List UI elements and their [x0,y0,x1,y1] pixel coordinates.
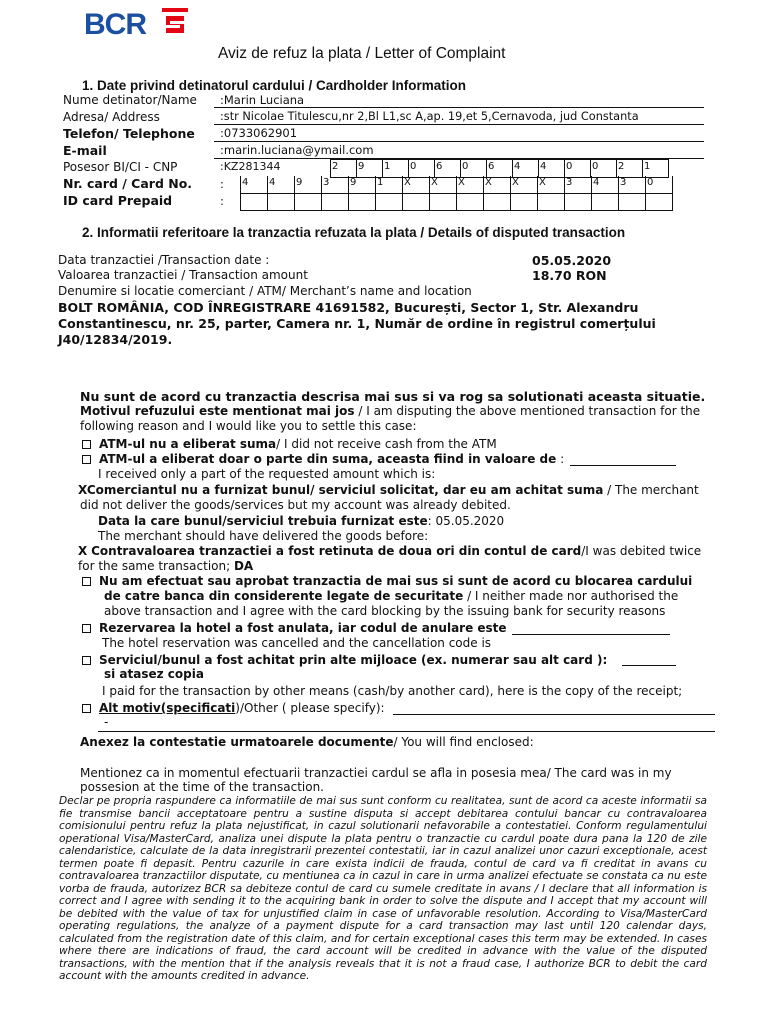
card-digit-cell: X [510,176,537,193]
option-atm-no-cash-en: / I did not receive cash from the ATM [276,437,497,451]
prepaid-digit-cell[interactable] [564,193,591,210]
phone-underline [214,141,704,142]
name-value: :Marin Luciana [220,93,305,107]
checkbox-icon[interactable] [82,624,91,633]
partial-amount-blank [570,465,676,466]
dispute-intro-line-2 [80,404,700,419]
checkbox-icon[interactable] [82,577,91,586]
bcr-logo-mark [160,6,190,40]
prepaid-digit-cell[interactable] [348,193,375,210]
declaration-paragraph: Declar pe propria raspundere ca informatiile de mai sus sunt conform cu realitatea, sunt de acord ca aceste informatii sa fie transmise bancii acceptatoare pentru a sustine disputa si accept debitarea contului bancar cu contravaloarea comisionului pentru refuz la plata nejustificat, in cazul solutionarii nefavorabile a contestatiei. Conform regulamentului operational Visa/MasterCard, analiza unei dispute la plata pentru o tranzactie cu cardul poate dura pana la 120 de zile calendaristice, calculate de la data inregistrarii prezentei contestatii, iar in cazul analizei unor cazuri exceptionale, acest termen poate fi depasit. Pentru cazurile in care exista indicii de frauda, contul de card va fi creditat in avans cu contravaloarea tranzactiilor disputate, cu mentiunea ca in cazul in care in urma analizei efectuate se constata ca nu este vorba de frauda, autorizez BCR sa debiteze contul de card cu sumele creditate in avans / I declare that all information is correct and I agree with sending it to the acquiring bank in order to solve the dispute and I accept that my account will be debited with the value of tax for unjustified claim in case of unfavorable resolution. According to Visa/MasterCard operating regulations, the analyze of a payment dispute for a card transaction may last until 120 calendar days, calculated from the registration date of this claim, and for certain exceptional cases this term may be extended. In cases where there are indications of fraud, the card account will be credited in advance with the value of the disputed transactions, with the mention that if the analysis reveals that it is not a fraud case, I authorize BCR to debit the card account with the amounts credited in advance. [59,795,707,982]
prepaid-digit-cell[interactable] [591,193,618,210]
option-debited-twice-en: /I was debited twice [581,544,702,558]
option-debited-twice-ro: Contravaloarea tranzactiei a fost retinuta de doua ori din contul de card [91,544,582,558]
option-merchant-en-line-2: did not deliver the goods/services but my account was already debited. [80,498,511,512]
prepaid-digit-cell[interactable] [294,193,321,210]
option-hotel-cancelled [82,621,507,636]
idcard-prepaid-label: ID card Prepaid [63,193,173,208]
cnp-digit-cell: 9 [356,160,382,177]
option-hotel-ro: Rezervarea la hotel a fost anulata, iar codul de anulare este [99,621,507,635]
prepaid-digit-cell[interactable] [537,193,564,210]
checkbox-icon[interactable] [82,440,91,449]
prepaid-digit-cell[interactable] [402,193,429,210]
cancellation-code-blank [512,634,670,635]
cnp-digit-cell: 1 [382,160,408,177]
email-value: :marin.luciana@ymail.com [220,143,374,157]
card-number-prefix: : [220,177,224,191]
other-reason-blank-2 [98,731,715,732]
prepaid-digit-cell[interactable] [645,193,672,210]
cnp-digit-cell: 2 [330,160,356,177]
card-digit-cell: X [429,176,456,193]
cnp-digit-cell: 0 [564,160,590,177]
cnp-digit-cell: 2 [616,160,642,177]
prepaid-digit-cell[interactable] [429,193,456,210]
enclosed-documents-line [80,735,534,750]
address-label: Adresa/ Address [63,110,160,124]
option-unauthorized [82,574,692,589]
prepaid-digit-cell[interactable] [510,193,537,210]
card-digit-cell: X [456,176,483,193]
card-digit-cell: 4 [591,176,618,193]
option-unauthorized-en-2: above transaction and I agree with the card blocking by the issuing bank for security reasons [104,604,666,618]
prepaid-digit-cell[interactable] [321,193,348,210]
transaction-date-label: Data tranzactiei /Transaction date : [58,253,270,267]
dispute-intro-line-1: Nu sunt de acord cu tranzactia descrisa mai sus si va rog sa solutionati aceasta situatie. [80,389,706,404]
address-underline [214,124,704,125]
delivery-date-value: : 05.05.2020 [427,514,505,528]
prepaid-digit-cell[interactable] [618,193,645,210]
delivery-date-line [98,514,504,529]
card-digit-cell: X [483,176,510,193]
option-debited-twice-en-2: for the same transaction; [78,559,234,573]
merchant-line-3: J40/12834/2019. [58,332,173,347]
card-digit-cell: 1 [375,176,402,193]
option-atm-no-cash [82,437,497,452]
merchant-line-2: Constantinescu, nr. 25, parter, Camera nr. 1, Număr de ordine în registrul comerțului [58,316,656,331]
transaction-amount-value: 18.70 RON [532,268,607,283]
cnp-digit-cell: 6 [434,160,460,177]
option-hotel-en: The hotel reservation was cancelled and the cancellation code is [102,636,492,650]
cnp-digit-cell: 0 [590,160,616,177]
card-number-grid [240,176,673,194]
option-merchant-no-delivery [78,483,699,498]
section-2-heading: 2. Informatii referitoare la tranzactia refuzata la plata / Details of disputed transaction [82,225,626,240]
option-paid-other-en: I paid for the transaction by other means (cash/by another card), here is the copy of the receipt; [102,684,683,698]
delivery-date-en: The merchant should have delivered the goods before: [98,529,429,543]
prepaid-digit-cell[interactable] [483,193,510,210]
prepaid-digit-cell[interactable] [375,193,402,210]
option-other-ro: Alt motiv(specificati [99,701,236,715]
card-digit-cell: X [537,176,564,193]
option-paid-other-ro: Serviciul/bunul a fost achitat prin alte mijloace (ex. numerar sau alt card ): [99,653,608,667]
cnp-digit-cell: 6 [486,160,512,177]
cnp-digit-cell: 0 [408,160,434,177]
option-unauthorized-ro-1: Nu am efectuat sau aprobat tranzactia de mai sus si sunt de acord cu blocarea cardului [99,574,693,588]
card-digit-cell: 4 [240,176,267,193]
prepaid-digit-cell[interactable] [456,193,483,210]
cnp-digit-cell: 4 [538,160,564,177]
name-label: Nume detinator/Name [63,93,197,107]
option-debited-twice-line-2 [78,559,253,574]
possession-line-2: possesion at the time of the transaction. [80,780,324,794]
enclosed-documents-ro: Anexez la contestatie urmatoarele documente [80,735,394,749]
section-1-heading: 1. Date privind detinatorul cardului / Cardholder Information [82,78,467,93]
card-number-label: Nr. card / Card No. [63,176,193,191]
card-digit-cell: X [402,176,429,193]
card-digit-cell: 3 [321,176,348,193]
option-other-en: )/Other ( please specify): [235,701,385,715]
option-merchant-en: / The merchant [603,483,699,497]
checked-x-mark: X [78,544,88,558]
option-debited-twice [78,544,701,559]
prepaid-digit-cell[interactable] [240,193,267,210]
dispute-reason-heading: Motivul refuzului este mentionat mai jos [80,404,355,418]
checkbox-icon[interactable] [82,455,91,464]
card-digit-cell: 9 [294,176,321,193]
option-other-reason [82,701,385,716]
option-atm-partial [82,452,564,467]
option-unauthorized-line-2 [104,589,678,604]
id-value: :KZ281344 [220,160,281,173]
option-paid-other-ro-2: si atasez copia [104,667,204,681]
merchant-line-1: BOLT ROMÂNIA, COD ÎNREGISTRARE 41691582, București, Sector 1, Str. Alexandru [58,300,639,315]
dispute-intro-en: / I am disputing the above mentioned transaction for the [354,404,701,418]
debited-twice-answer: DA [233,559,254,573]
id-label: Posesor BI/CI - CNP [63,160,178,174]
checkbox-icon[interactable] [82,704,91,713]
option-paid-other-means [82,653,607,668]
checkbox-icon[interactable] [82,656,91,665]
transaction-date-value: 05.05.2020 [532,253,612,268]
option-paid-other-line-2 [104,667,204,682]
bcr-logo-text: BCR [84,8,146,41]
dispute-intro-line-3: following reason and I would like you to settle this case: [80,419,417,433]
card-digit-cell: 0 [645,176,672,193]
enclosed-documents-en: / You will find enclosed: [393,735,534,749]
other-reason-dash: - [104,715,109,729]
address-value: :str Nicolae Titulescu,nr 2,Bl L1,sc A,ap. 19,et 5,Cernavoda, jud Constanta [220,110,639,123]
option-unauthorized-en-1: / I neither made nor authorised the [463,589,679,603]
idcard-prepaid-value: : [220,194,224,208]
card-digit-cell: 3 [564,176,591,193]
other-reason-blank [393,714,715,715]
merchant-label: Denumire si locatie comerciant / ATM/ Merchant’s name and location [58,284,472,298]
cnp-digit-cell: 0 [460,160,486,177]
card-digit-cell: 3 [618,176,645,193]
option-merchant-ro: Comerciantul nu a furnizat bunul/ serviciul solicitat, dar eu am achitat suma [86,483,604,497]
prepaid-digit-cell[interactable] [267,193,294,210]
phone-label: Telefon/ Telephone [63,126,195,141]
card-digit-cell: 9 [348,176,375,193]
paid-other-blank [622,665,676,666]
document-title: Aviz de refuz la plata / Letter of Complaint [218,45,506,62]
delivery-date-label: Data la care bunul/serviciul trebuia furnizat este [98,514,428,528]
cnp-digit-cell: 4 [512,160,538,177]
phone-value: :0733062901 [220,126,298,140]
idcard-prepaid-grid [240,193,673,211]
email-label: E-mail [63,143,107,158]
possession-line-1: Mentionez ca in momentul efectuarii tranzactiei cardul se afla in posesia mea/ The card was in my [80,766,672,780]
option-unauthorized-ro-2: de catre banca din considerente legate de securitate [104,589,464,603]
option-atm-partial-en: I received only a part of the requested amount which is: [98,467,436,481]
checked-x-mark: X [78,483,87,497]
transaction-amount-label: Valoarea tranzactiei / Transaction amount [58,268,308,282]
option-atm-partial-colon: : [556,452,565,466]
name-underline [214,107,704,108]
option-atm-partial-ro: ATM-ul a eliberat doar o parte din suma, aceasta fiind in valoare de [99,452,557,466]
cnp-digit-cell: 1 [642,160,668,177]
card-digit-cell: 4 [267,176,294,193]
option-atm-no-cash-ro: ATM-ul nu a eliberat suma [99,437,277,451]
